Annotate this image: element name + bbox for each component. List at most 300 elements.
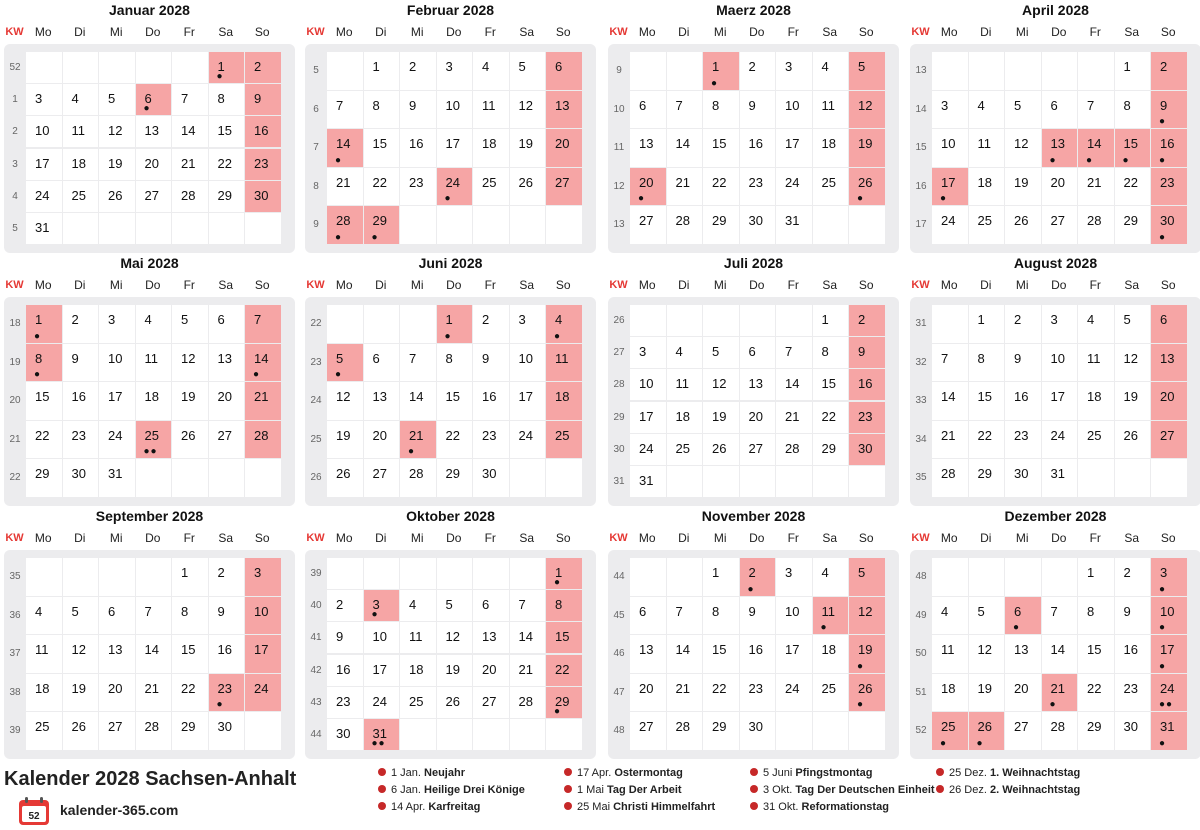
day-cell <box>99 382 135 420</box>
bullet-icon <box>378 785 386 793</box>
empty-day-cell <box>1042 52 1078 90</box>
day-number: 9 <box>1160 97 1168 113</box>
week-number: 15 <box>915 142 927 154</box>
day-number: 7 <box>785 344 793 360</box>
day-cell <box>99 459 135 497</box>
legend-name: 2. Weihnachtstag <box>989 784 1081 796</box>
day-cell <box>473 129 509 167</box>
day-number: 14 <box>254 350 269 366</box>
day-cell <box>63 116 99 147</box>
day-number: 9 <box>1123 603 1131 619</box>
holiday-day-cell <box>932 168 968 206</box>
day-cell <box>969 382 1005 420</box>
day-number: 2 <box>1160 59 1168 74</box>
day-number: 21 <box>1087 174 1102 190</box>
holiday-day-cell <box>1151 91 1187 129</box>
weekday-header <box>608 528 899 548</box>
day-cell <box>400 622 436 653</box>
day-cell <box>63 712 99 750</box>
day-cell <box>813 635 849 673</box>
day-number: 17 <box>1160 642 1175 658</box>
legend-item <box>936 766 1080 780</box>
day-number: 30 <box>1014 466 1029 482</box>
day-number: 25 <box>144 427 159 443</box>
weekday-label: Mo <box>34 531 52 545</box>
week-number: 35 <box>9 571 21 582</box>
month-12 <box>910 506 1200 759</box>
day-cell <box>1115 52 1151 90</box>
day-number: 12 <box>181 350 196 366</box>
holiday-day-cell <box>849 597 885 635</box>
empty-day-cell <box>245 712 281 750</box>
weekday-label: Do <box>749 278 765 292</box>
day-number: 12 <box>712 376 727 392</box>
weekday-label: Mo <box>638 278 656 292</box>
day-number: 8 <box>217 91 225 107</box>
day-number: 2 <box>482 312 490 327</box>
day-number: 9 <box>254 91 262 107</box>
day-number: 3 <box>518 312 526 327</box>
day-cell <box>437 91 473 129</box>
month-grid <box>305 44 596 253</box>
day-cell <box>776 337 812 368</box>
holiday-marker-icon: ● <box>253 369 261 381</box>
holiday-marker-icon: ● <box>371 609 379 621</box>
day-cell <box>776 434 812 465</box>
weekday-label: Do <box>1051 25 1067 39</box>
weekday-label: Mi <box>410 25 424 39</box>
day-number: 24 <box>941 213 956 229</box>
day-number: 26 <box>858 680 873 696</box>
day-number: 18 <box>941 680 956 696</box>
bullet-icon <box>750 785 758 793</box>
week-number: 28 <box>613 379 625 391</box>
day-cell <box>99 421 135 459</box>
holiday-day-cell <box>245 382 281 420</box>
empty-day-cell <box>510 206 546 244</box>
day-number: 13 <box>1014 642 1029 658</box>
day-cell <box>327 459 363 497</box>
day-cell <box>740 402 776 433</box>
day-number: 23 <box>1014 427 1029 443</box>
page-title: Kalender 2028 Sachsen-Anhalt <box>4 768 297 790</box>
day-cell <box>473 52 509 90</box>
day-number: 24 <box>35 187 50 203</box>
weekday-label: Do <box>749 531 765 545</box>
week-number: 22 <box>310 318 322 329</box>
day-number: 5 <box>858 565 866 580</box>
day-number: 19 <box>181 389 196 405</box>
day-number: 5 <box>71 603 79 619</box>
day-cell <box>1005 674 1041 712</box>
week-number: 52 <box>915 725 927 737</box>
empty-day-cell <box>932 52 968 90</box>
day-cell <box>473 622 509 653</box>
day-number: 8 <box>1123 97 1131 113</box>
day-number: 18 <box>1087 389 1102 405</box>
day-number: 8 <box>445 350 453 366</box>
holiday-day-cell <box>546 382 582 420</box>
day-number: 6 <box>1050 97 1058 113</box>
day-number: 16 <box>217 642 232 658</box>
day-cell <box>99 344 135 382</box>
day-number: 25 <box>821 174 836 190</box>
day-cell <box>136 382 172 420</box>
day-cell <box>209 635 245 673</box>
month-title: September 2028 <box>95 508 204 524</box>
weekday-label: Di <box>375 25 387 39</box>
day-number: 6 <box>748 344 756 360</box>
holiday-day-cell <box>1151 168 1187 206</box>
day-number: 10 <box>639 376 654 392</box>
day-number: 8 <box>555 597 563 613</box>
day-number: 14 <box>675 642 690 658</box>
empty-day-cell <box>849 712 885 750</box>
day-cell <box>172 597 208 635</box>
day-number: 27 <box>639 719 654 735</box>
day-cell <box>813 558 849 596</box>
weekday-label: Di <box>74 531 86 545</box>
month-grid <box>910 44 1200 253</box>
day-number: 21 <box>785 408 800 424</box>
weekday-label: Di <box>678 531 690 545</box>
legend-name: Tag Der Arbeit <box>606 784 682 796</box>
week-number: 42 <box>310 664 322 676</box>
week-number: 9 <box>616 65 622 76</box>
holiday-day-cell <box>932 712 968 750</box>
day-number: 21 <box>675 680 690 696</box>
day-number: 16 <box>409 136 424 152</box>
holiday-marker-icon: ● <box>1159 231 1167 243</box>
kw-header: KW <box>5 279 24 291</box>
weekday-label: Sa <box>822 25 838 39</box>
day-number: 15 <box>712 136 727 152</box>
day-number: 10 <box>785 603 800 619</box>
day-cell <box>172 558 208 596</box>
holiday-marker-icon: ● <box>216 71 224 83</box>
day-number: 26 <box>858 174 873 190</box>
empty-day-cell <box>849 466 885 497</box>
day-number: 26 <box>518 174 533 190</box>
holiday-day-cell <box>849 305 885 336</box>
day-cell <box>364 344 400 382</box>
holiday-day-cell <box>400 421 436 459</box>
weekday-label: Mo <box>940 531 958 545</box>
day-cell <box>1078 206 1114 244</box>
day-number: 15 <box>1123 136 1138 152</box>
day-number: 2 <box>409 59 417 74</box>
day-number: 27 <box>372 466 387 482</box>
empty-day-cell <box>172 459 208 497</box>
day-number: 22 <box>712 680 727 696</box>
day-cell <box>667 129 703 167</box>
holiday-marker-icon: ● <box>1159 660 1167 672</box>
logo-number: 52 <box>28 811 40 822</box>
weekday-label: So <box>254 278 270 292</box>
day-cell <box>172 149 208 180</box>
week-number: 18 <box>9 318 21 329</box>
day-number: 31 <box>1160 719 1175 735</box>
week-number: 44 <box>310 728 322 740</box>
day-cell <box>63 344 99 382</box>
day-number: 23 <box>254 155 269 171</box>
kw-header: KW <box>306 532 325 544</box>
day-number: 7 <box>181 91 189 107</box>
empty-day-cell <box>813 206 849 244</box>
legend-name: Ostermontag <box>614 767 683 779</box>
holiday-marker-icon: ● <box>554 330 562 342</box>
day-cell <box>703 712 739 750</box>
empty-day-cell <box>473 206 509 244</box>
day-number: 17 <box>941 174 956 190</box>
holiday-day-cell <box>245 674 281 712</box>
day-cell <box>327 168 363 206</box>
day-cell <box>1115 206 1151 244</box>
legend-name: Tag Der Deutschen Einheit <box>795 784 935 796</box>
day-cell <box>667 402 703 433</box>
weekday-label: So <box>254 531 270 545</box>
day-cell <box>1115 712 1151 750</box>
day-number: 27 <box>1160 427 1175 443</box>
weekday-label: Do <box>145 278 161 292</box>
day-cell <box>667 369 703 400</box>
day-cell <box>969 305 1005 343</box>
weekday-label: Mo <box>940 278 958 292</box>
holiday-marker-icon: ● <box>1013 622 1021 634</box>
kw-header: KW <box>911 532 930 544</box>
legend-date: 6 Jan. <box>391 784 421 796</box>
day-cell <box>703 635 739 673</box>
week-number: 2 <box>12 126 18 138</box>
day-number: 8 <box>35 350 43 366</box>
day-cell <box>969 674 1005 712</box>
empty-day-cell <box>969 52 1005 90</box>
day-cell <box>99 181 135 212</box>
holiday-day-cell <box>327 129 363 167</box>
legend-name: Karfreitag <box>428 801 481 813</box>
weekday-label: Mi <box>713 25 727 39</box>
day-cell <box>1078 421 1114 459</box>
month-grid <box>910 550 1200 759</box>
legend-date: 25 Mai <box>577 801 611 813</box>
day-cell <box>136 116 172 147</box>
day-number: 1 <box>712 565 720 580</box>
day-cell <box>209 305 245 343</box>
empty-day-cell <box>209 213 245 244</box>
day-number: 26 <box>336 466 351 482</box>
empty-day-cell <box>327 305 363 343</box>
day-number: 10 <box>108 350 123 366</box>
month-grid <box>608 44 899 253</box>
day-cell <box>473 382 509 420</box>
day-cell <box>473 305 509 343</box>
day-cell <box>473 91 509 129</box>
day-cell <box>99 116 135 147</box>
bullet-icon <box>564 785 572 793</box>
day-number: 28 <box>675 213 690 229</box>
bullet-icon <box>750 768 758 776</box>
day-cell <box>1115 305 1151 343</box>
day-cell <box>209 84 245 115</box>
week-number: 24 <box>310 395 322 407</box>
day-cell <box>364 382 400 420</box>
day-number: 8 <box>712 603 720 619</box>
holiday-day-cell <box>245 558 281 596</box>
weekday-header <box>4 22 295 42</box>
day-cell <box>969 91 1005 129</box>
day-cell <box>813 305 849 336</box>
day-number: 25 <box>941 719 956 735</box>
day-cell <box>400 687 436 718</box>
week-number: 5 <box>12 222 18 234</box>
day-number: 24 <box>445 174 460 190</box>
day-cell <box>1078 91 1114 129</box>
day-cell <box>172 116 208 147</box>
day-cell <box>1005 421 1041 459</box>
day-cell <box>172 421 208 459</box>
legend-item <box>378 783 525 797</box>
legend-item <box>564 783 682 797</box>
day-cell <box>703 402 739 433</box>
holiday-marker-icon: ● <box>638 193 646 205</box>
day-number: 21 <box>254 389 269 405</box>
weekday-label: Di <box>980 25 992 39</box>
day-number: 20 <box>1160 389 1175 405</box>
day-cell <box>932 674 968 712</box>
empty-day-cell <box>136 558 172 596</box>
weekday-label: Di <box>74 278 86 292</box>
day-cell <box>630 369 666 400</box>
empty-day-cell <box>630 305 666 336</box>
day-cell <box>327 91 363 129</box>
day-number: 12 <box>71 642 86 658</box>
holiday-marker-icon: ● <box>1049 154 1057 166</box>
week-number: 1 <box>12 94 18 106</box>
kw-header: KW <box>609 532 628 544</box>
day-number: 16 <box>1160 136 1175 152</box>
day-cell <box>1005 712 1041 750</box>
weekday-label: Do <box>145 531 161 545</box>
day-cell <box>776 168 812 206</box>
day-number: 21 <box>336 174 351 190</box>
holiday-day-cell <box>546 344 582 382</box>
day-cell <box>400 459 436 497</box>
day-cell <box>703 434 739 465</box>
legend-date: 5 Juni <box>763 767 793 779</box>
day-cell <box>99 149 135 180</box>
day-cell <box>813 168 849 206</box>
holiday-day-cell <box>849 168 885 206</box>
day-cell <box>630 337 666 368</box>
day-number: 6 <box>555 59 563 74</box>
holiday-day-cell <box>546 52 582 90</box>
day-cell <box>703 369 739 400</box>
empty-day-cell <box>849 206 885 244</box>
day-cell <box>510 622 546 653</box>
day-cell <box>703 674 739 712</box>
day-cell <box>364 687 400 718</box>
holiday-marker-icon: ● <box>1122 154 1130 166</box>
day-cell <box>969 459 1005 497</box>
day-number: 15 <box>445 389 460 405</box>
weekday-label: Do <box>446 278 462 292</box>
holiday-day-cell <box>245 84 281 115</box>
weekday-label: Do <box>749 25 765 39</box>
weekday-header <box>910 22 1200 42</box>
day-number: 27 <box>748 440 763 456</box>
legend-name: 1. Weihnachtstag <box>989 767 1081 779</box>
day-cell <box>327 687 363 718</box>
day-number: 13 <box>1160 350 1175 366</box>
week-number: 40 <box>310 600 322 612</box>
holiday-marker-icon: ● <box>34 369 42 381</box>
day-number: 23 <box>858 408 873 424</box>
legend-date: 14 Apr. <box>391 801 426 813</box>
bullet-icon <box>564 768 572 776</box>
day-cell <box>1042 168 1078 206</box>
week-number: 6 <box>313 103 319 115</box>
empty-day-cell <box>813 712 849 750</box>
weekday-label: Mo <box>34 278 52 292</box>
day-number: 5 <box>181 312 189 327</box>
day-number: 19 <box>71 680 86 696</box>
day-number: 19 <box>1123 389 1138 405</box>
empty-day-cell <box>1078 459 1114 497</box>
weekday-label: Sa <box>519 278 535 292</box>
day-number: 26 <box>445 693 460 709</box>
day-cell <box>473 655 509 686</box>
day-cell <box>1078 558 1114 596</box>
day-cell <box>26 674 62 712</box>
weekday-header <box>608 275 899 295</box>
month-title: Februar 2028 <box>406 2 495 18</box>
day-number: 16 <box>1123 642 1138 658</box>
bullet-icon <box>936 785 944 793</box>
month-title: Dezember 2028 <box>1004 508 1107 524</box>
day-number: 4 <box>977 97 985 113</box>
day-number: 5 <box>977 603 985 619</box>
day-cell <box>437 52 473 90</box>
week-number: 20 <box>9 395 21 407</box>
month-grid <box>305 550 596 759</box>
holiday-day-cell <box>546 129 582 167</box>
day-cell <box>172 635 208 673</box>
weekday-label: So <box>1160 278 1176 292</box>
empty-day-cell <box>136 213 172 244</box>
week-number: 35 <box>915 472 927 484</box>
day-number: 3 <box>108 312 116 327</box>
bullet-icon <box>378 768 386 776</box>
day-cell <box>510 687 546 718</box>
day-cell <box>510 129 546 167</box>
day-number: 2 <box>748 59 756 74</box>
week-number: 47 <box>613 686 625 698</box>
day-number: 28 <box>409 466 424 482</box>
day-number: 27 <box>217 427 232 443</box>
weekday-label: So <box>858 531 874 545</box>
week-number: 29 <box>613 411 625 423</box>
week-number: 38 <box>9 686 21 698</box>
day-cell <box>172 344 208 382</box>
weekday-label: Sa <box>218 278 234 292</box>
day-number: 2 <box>217 565 225 580</box>
day-number: 23 <box>748 174 763 190</box>
week-number: 5 <box>313 65 319 76</box>
week-number: 26 <box>310 472 322 484</box>
day-cell <box>26 382 62 420</box>
weekday-label: Fr <box>484 25 496 39</box>
empty-day-cell <box>776 305 812 336</box>
